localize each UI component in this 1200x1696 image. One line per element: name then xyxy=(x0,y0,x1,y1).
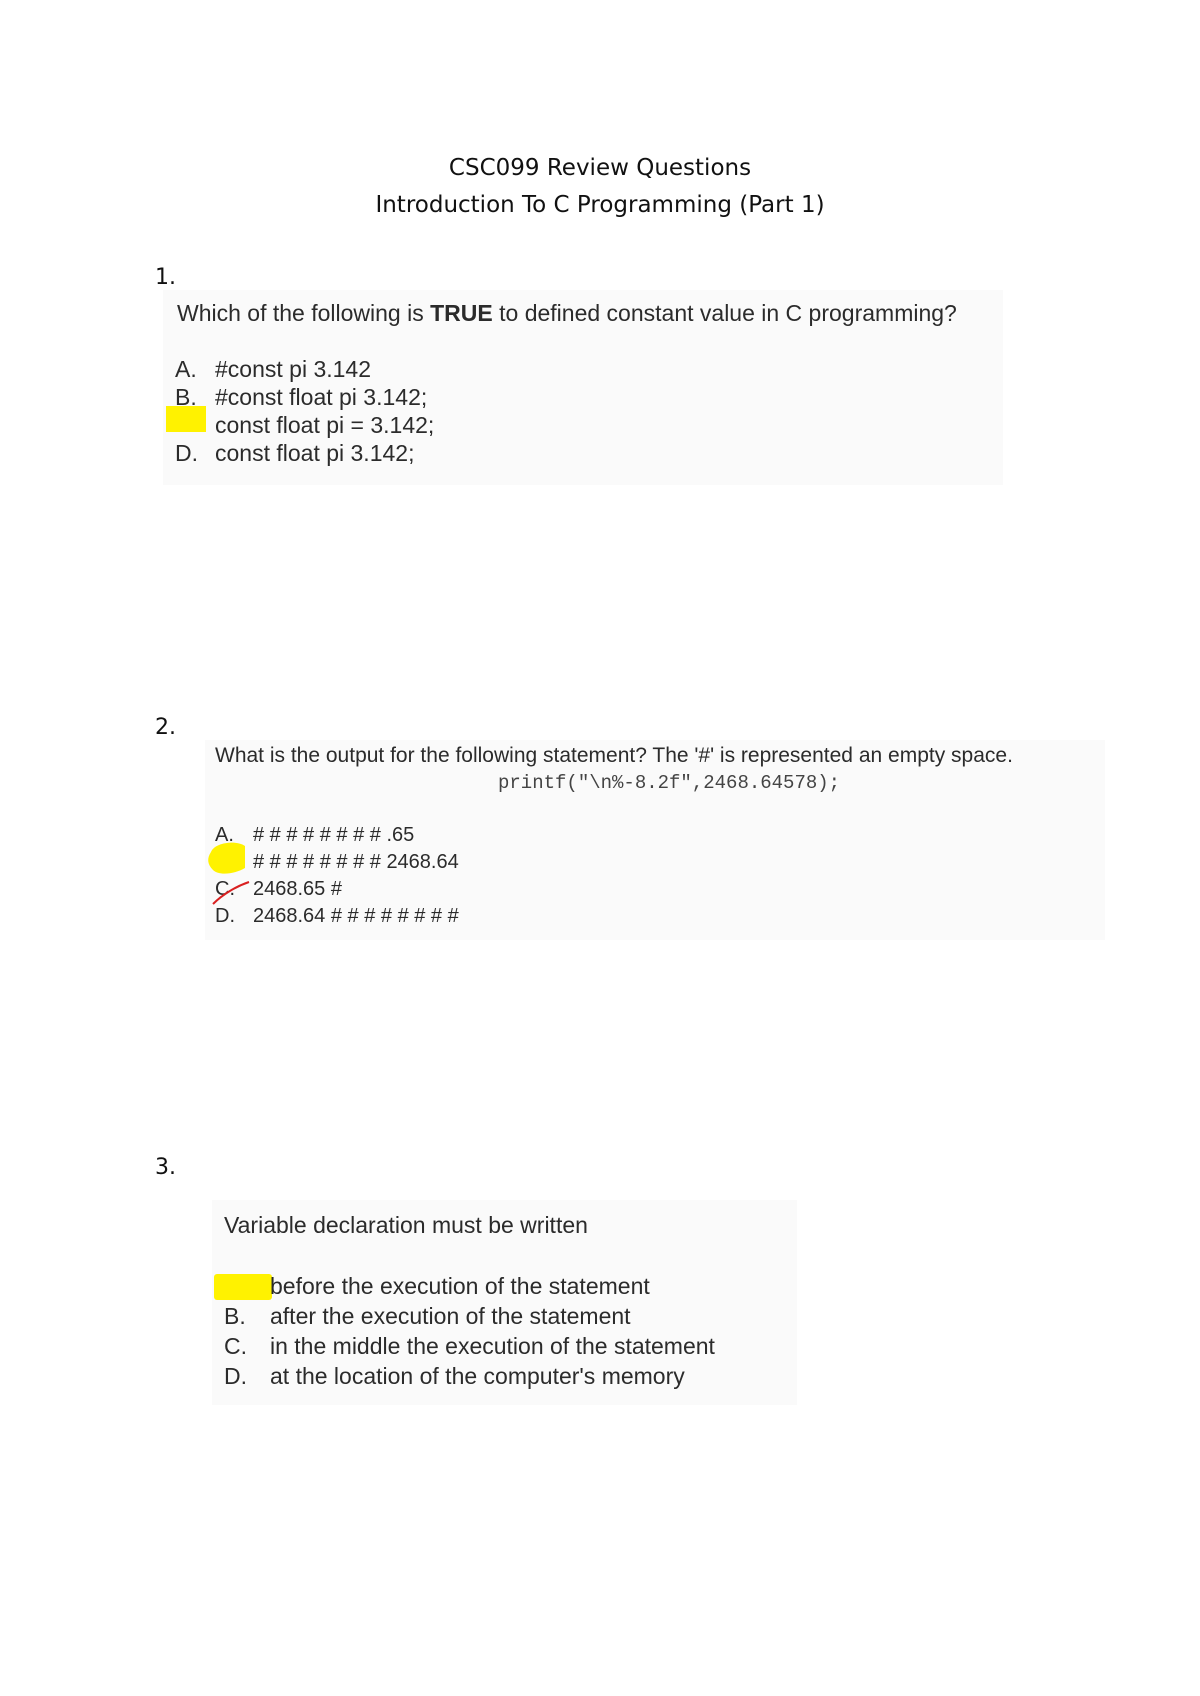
question-3-stem: Variable declaration must be written xyxy=(224,1212,588,1238)
question-number: 2. xyxy=(155,715,176,740)
option-text: after the execution of the statement xyxy=(270,1303,631,1329)
stem-text: to defined constant value in C programming? xyxy=(492,300,957,326)
option-letter: D. xyxy=(224,1363,247,1389)
option-letter: B. xyxy=(175,384,197,410)
question-2-scan xyxy=(205,740,1105,940)
option-b xyxy=(215,851,459,874)
option-d xyxy=(224,1363,685,1390)
question-number: 1. xyxy=(155,265,176,290)
option-text: #const float pi 3.142; xyxy=(215,384,428,410)
option-a xyxy=(215,824,414,847)
option-text: const float pi 3.142; xyxy=(215,440,415,466)
option-d xyxy=(215,905,459,928)
option-d xyxy=(175,440,414,467)
document-title: CSC099 Review Questions xyxy=(448,155,752,181)
option-letter: A. xyxy=(175,356,197,382)
option-letter: D. xyxy=(215,905,235,927)
option-letter: D. xyxy=(175,440,198,466)
option-letter: C. xyxy=(215,878,235,900)
question-2-stem: What is the output for the following statement? The '#' is represented an empty space. xyxy=(215,744,1013,767)
option-text: in the middle the execution of the statement xyxy=(270,1333,715,1359)
question-1-stem xyxy=(177,300,957,327)
option-letter: A. xyxy=(215,824,234,846)
option-text: 2468.65 # xyxy=(253,878,342,900)
option-letter: B. xyxy=(224,1303,246,1329)
option-c xyxy=(175,412,434,439)
document-subtitle: Introduction To C Programming (Part 1) xyxy=(375,192,825,218)
option-text: # # # # # # # # 2468.64 xyxy=(253,851,459,873)
question-3-scan xyxy=(212,1200,797,1405)
option-text: before the execution of the statement xyxy=(270,1273,650,1299)
option-a xyxy=(175,356,371,383)
option-b xyxy=(224,1303,631,1330)
stem-bold: TRUE xyxy=(430,300,493,326)
option-text: 2468.64 # # # # # # # # xyxy=(253,905,459,927)
strike-mark-icon xyxy=(209,878,253,908)
question-number: 3. xyxy=(155,1155,176,1180)
code-snippet: printf("\n%-8.2f",2468.64578); xyxy=(498,772,841,794)
option-letter: C. xyxy=(224,1333,247,1359)
option-c xyxy=(224,1333,715,1360)
option-a xyxy=(224,1273,650,1300)
option-text: const float pi = 3.142; xyxy=(215,412,435,438)
option-text: at the location of the computer's memory xyxy=(270,1363,685,1389)
stem-text: Which of the following is xyxy=(177,300,431,326)
option-text: #const pi 3.142 xyxy=(215,356,372,382)
question-1-scan xyxy=(163,290,1003,485)
option-b xyxy=(175,384,427,411)
option-text: # # # # # # # # .65 xyxy=(253,824,415,846)
